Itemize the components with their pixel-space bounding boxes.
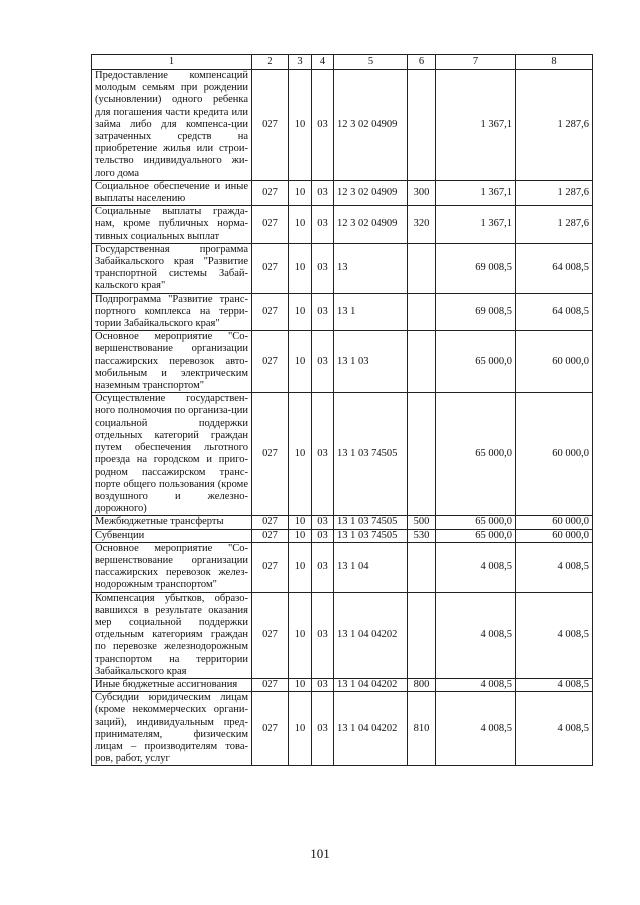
- amount-year1-cell: 65 000,0: [436, 529, 516, 542]
- row-name-cell: Субсидии юридическим лицам (кроме некоммерческих органи-заций), индивидуальным пред-принимателям, физическим лицам – производителям това-ров, работ, услуг: [92, 692, 252, 766]
- admin-code-cell: 027: [252, 529, 289, 542]
- amount-year2-cell: 60 000,0: [516, 331, 593, 393]
- section-cell: 10: [289, 542, 312, 592]
- row-name-cell: Компенсация убытков, образо-вавшихся в результате оказания мер социальной поддержки отдельным категориям граждан по перевозке железнодорожным транспортом на территории Забайкальского края: [92, 592, 252, 678]
- amount-year2-cell: 4 008,5: [516, 592, 593, 678]
- amount-year2-cell: 1 287,6: [516, 180, 593, 205]
- target-article-cell: 13 1: [334, 293, 408, 331]
- section-cell: 10: [289, 180, 312, 205]
- expense-type-cell: [408, 592, 436, 678]
- row-name-cell: Социальные выплаты гражда-нам, кроме публичных норма-тивных социальных выплат: [92, 206, 252, 244]
- expense-type-cell: [408, 542, 436, 592]
- amount-year1-cell: 4 008,5: [436, 678, 516, 691]
- amount-year2-cell: 60 000,0: [516, 393, 593, 516]
- target-article-cell: 13 1 04 04202: [334, 678, 408, 691]
- amount-year2-cell: 64 008,5: [516, 243, 593, 293]
- subsection-cell: 03: [312, 243, 334, 293]
- section-cell: 10: [289, 678, 312, 691]
- table-row: [92, 678, 593, 691]
- amount-year1-cell: 4 008,5: [436, 592, 516, 678]
- row-name-cell: Межбюджетные трансферты: [92, 516, 252, 529]
- amount-year1-cell: 1 367,1: [436, 206, 516, 244]
- amount-year2-cell: 4 008,5: [516, 678, 593, 691]
- amount-year1-cell: 69 008,5: [436, 293, 516, 331]
- amount-year1-cell: 4 008,5: [436, 542, 516, 592]
- target-article-cell: 12 3 02 04909: [334, 206, 408, 244]
- admin-code-cell: 027: [252, 592, 289, 678]
- row-name-cell: Основное мероприятие "Со-вершенствование организации пассажирских перевозок желез-нодорожным транспортом": [92, 542, 252, 592]
- subsection-cell: 03: [312, 516, 334, 529]
- row-name-cell: Субвенции: [92, 529, 252, 542]
- expense-type-cell: [408, 393, 436, 516]
- admin-code-cell: 027: [252, 516, 289, 529]
- section-cell: 10: [289, 331, 312, 393]
- expense-type-cell: 320: [408, 206, 436, 244]
- amount-year1-cell: 1 367,1: [436, 70, 516, 181]
- subsection-cell: 03: [312, 592, 334, 678]
- subsection-cell: 03: [312, 692, 334, 766]
- table-body: [92, 70, 593, 766]
- target-article-cell: 13 1 03: [334, 331, 408, 393]
- admin-code-cell: 027: [252, 180, 289, 205]
- target-article-cell: 13 1 03 74505: [334, 529, 408, 542]
- amount-year2-cell: 4 008,5: [516, 692, 593, 766]
- budget-table: [91, 54, 593, 766]
- target-article-cell: 12 3 02 04909: [334, 180, 408, 205]
- expense-type-cell: [408, 293, 436, 331]
- table-row: [92, 542, 593, 592]
- header-cell: 4: [312, 55, 334, 70]
- section-cell: 10: [289, 529, 312, 542]
- section-cell: 10: [289, 293, 312, 331]
- expense-type-cell: [408, 331, 436, 393]
- header-cell: 6: [408, 55, 436, 70]
- amount-year2-cell: 1 287,6: [516, 70, 593, 181]
- expense-type-cell: [408, 243, 436, 293]
- header-cell: 7: [436, 55, 516, 70]
- row-name-cell: Государственная программа Забайкальского края "Развитие транспортной системы Забай-кальского края": [92, 243, 252, 293]
- subsection-cell: 03: [312, 393, 334, 516]
- subsection-cell: 03: [312, 293, 334, 331]
- table-row: [92, 180, 593, 205]
- target-article-cell: 13 1 04 04202: [334, 592, 408, 678]
- expense-type-cell: [408, 70, 436, 181]
- target-article-cell: 13 1 04: [334, 542, 408, 592]
- section-cell: 10: [289, 592, 312, 678]
- header-cell: 1: [92, 55, 252, 70]
- table-row: [92, 529, 593, 542]
- target-article-cell: 12 3 02 04909: [334, 70, 408, 181]
- section-cell: 10: [289, 516, 312, 529]
- amount-year2-cell: 60 000,0: [516, 516, 593, 529]
- amount-year1-cell: 65 000,0: [436, 393, 516, 516]
- subsection-cell: 03: [312, 180, 334, 205]
- header-cell: 5: [334, 55, 408, 70]
- row-name-cell: Предоставление компенсаций молодым семьям при рождении (усыновлении) одного ребенка для погашения части кредита или займа либо для компенса-ции затраченных средств на приобретение жилья или строи-тельство индивидуального жи-лого дома: [92, 70, 252, 181]
- amount-year2-cell: 64 008,5: [516, 293, 593, 331]
- amount-year1-cell: 4 008,5: [436, 692, 516, 766]
- table-row: [92, 206, 593, 244]
- target-article-cell: 13 1 04 04202: [334, 692, 408, 766]
- admin-code-cell: 027: [252, 692, 289, 766]
- table-row: [92, 293, 593, 331]
- expense-type-cell: 800: [408, 678, 436, 691]
- section-cell: 10: [289, 692, 312, 766]
- amount-year1-cell: 69 008,5: [436, 243, 516, 293]
- target-article-cell: 13: [334, 243, 408, 293]
- subsection-cell: 03: [312, 70, 334, 181]
- target-article-cell: 13 1 03 74505: [334, 516, 408, 529]
- admin-code-cell: 027: [252, 542, 289, 592]
- subsection-cell: 03: [312, 331, 334, 393]
- header-cell: 3: [289, 55, 312, 70]
- page-number: 101: [310, 846, 330, 861]
- row-name-cell: Социальное обеспечение и иные выплаты населению: [92, 180, 252, 205]
- section-cell: 10: [289, 393, 312, 516]
- amount-year1-cell: 1 367,1: [436, 180, 516, 205]
- row-name-cell: Осуществление государствен-ного полномочия по организа-ции социальной поддержки отдельных категорий граждан путем обеспечения льготного проезда на городском и приго-родном пассажирском транс-порте общего пользования (кроме воздушного и железно-дорожного): [92, 393, 252, 516]
- expense-type-cell: 300: [408, 180, 436, 205]
- expense-type-cell: 810: [408, 692, 436, 766]
- admin-code-cell: 027: [252, 206, 289, 244]
- row-name-cell: Иные бюджетные ассигнования: [92, 678, 252, 691]
- expense-type-cell: 530: [408, 529, 436, 542]
- table-row: [92, 692, 593, 766]
- table-row: [92, 516, 593, 529]
- amount-year1-cell: 65 000,0: [436, 331, 516, 393]
- subsection-cell: 03: [312, 678, 334, 691]
- table-row: [92, 592, 593, 678]
- table-header-row: [92, 55, 593, 70]
- table-row: [92, 243, 593, 293]
- amount-year2-cell: 4 008,5: [516, 542, 593, 592]
- row-name-cell: Основное мероприятие "Со-вершенствование организации пассажирских перевозок авто-мобильным и электрическим наземным транспортом": [92, 331, 252, 393]
- admin-code-cell: 027: [252, 393, 289, 516]
- subsection-cell: 03: [312, 206, 334, 244]
- header-cell: 8: [516, 55, 593, 70]
- amount-year2-cell: 60 000,0: [516, 529, 593, 542]
- admin-code-cell: 027: [252, 331, 289, 393]
- target-article-cell: 13 1 03 74505: [334, 393, 408, 516]
- amount-year1-cell: 65 000,0: [436, 516, 516, 529]
- subsection-cell: 03: [312, 542, 334, 592]
- admin-code-cell: 027: [252, 243, 289, 293]
- section-cell: 10: [289, 70, 312, 181]
- subsection-cell: 03: [312, 529, 334, 542]
- admin-code-cell: 027: [252, 678, 289, 691]
- table-row: [92, 331, 593, 393]
- header-cell: 2: [252, 55, 289, 70]
- section-cell: 10: [289, 243, 312, 293]
- row-name-cell: Подпрограмма "Развитие транс-портного комплекса на терри-тории Забайкальского края": [92, 293, 252, 331]
- admin-code-cell: 027: [252, 293, 289, 331]
- table-row: [92, 393, 593, 516]
- section-cell: 10: [289, 206, 312, 244]
- expense-type-cell: 500: [408, 516, 436, 529]
- amount-year2-cell: 1 287,6: [516, 206, 593, 244]
- table-row: [92, 70, 593, 181]
- admin-code-cell: 027: [252, 70, 289, 181]
